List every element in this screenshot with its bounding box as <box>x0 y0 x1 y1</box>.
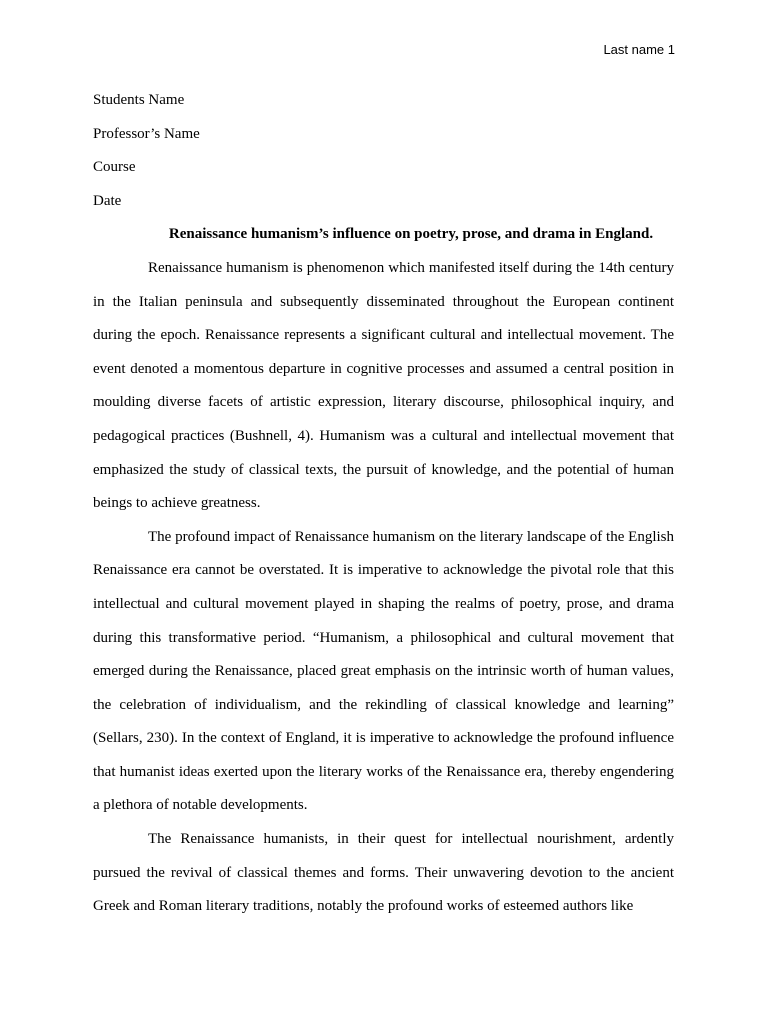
essay-title: Renaissance humanism’s influence on poetry, prose, and drama in England. <box>168 226 654 243</box>
document-body <box>93 84 674 924</box>
date-line: Date <box>93 192 122 209</box>
student-name: Students Name <box>93 92 185 108</box>
course-name: Course <box>93 159 136 176</box>
paragraph-3: The Renaissance humanists, in their quest for intellectual nourishment, ardently pursued the revival of classical themes and forms. Their unwavering devotion to the ancient Greek and Roman literary traditions, notably the profound works of esteemed authors like <box>93 831 674 915</box>
running-head: Last name 1 <box>603 42 675 57</box>
professor-name: Professor’s Name <box>93 125 200 142</box>
paragraph-2: The profound impact of Renaissance humanism on the literary landscape of the English Renaissance era cannot be overstated. It is imperative to acknowledge the pivotal role that this intellectual and cultural movement played in shaping the realms of poetry, prose, and drama during this transformative period. “Humanism, a philosophical and cultural movement that emerged during the Renaissance, placed great emphasis on the intrinsic worth of human values, the celebration of individualism, and the rekindling of classical knowledge and learning” (Sellars, 230). In the context of England, it is imperative to acknowledge the profound influence that humanist ideas exerted upon the literary works of the Renaissance era, thereby engendering a plethora of notable developments. <box>93 528 674 814</box>
paragraph-1: Renaissance humanism is phenomenon which manifested itself during the 14th century in the Italian peninsula and subsequently disseminated throughout the European continent during the epoch. Renaissance represents a significant cultural and intellectual movement. The event denoted a momentous departure in cognitive processes and assumed a central position in moulding diverse facets of artistic expression, literary discourse, philosophical inquiry, and pedagogical practices (Bushnell, 4). Humanism was a cultural and intellectual movement that emphasized the study of classical texts, the pursuit of knowledge, and the potential of human beings to achieve greatness. <box>93 259 674 512</box>
